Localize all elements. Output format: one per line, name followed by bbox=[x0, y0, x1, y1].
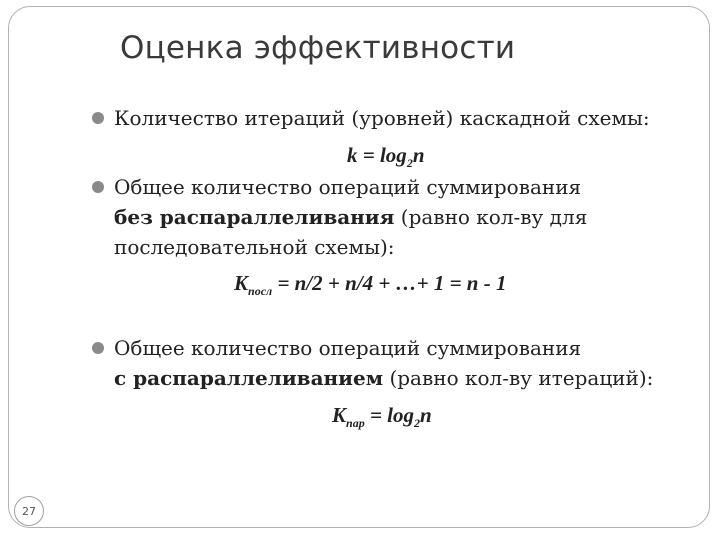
slide-title: Оценка эффективности bbox=[120, 30, 516, 66]
bullet-text: Общее количество операций суммирования без распараллеливания (равно кол-ву для последовательной схемы): bbox=[114, 175, 588, 259]
formula-levels: $k = \log_2n$ bbox=[347, 143, 425, 170]
bullet-text: Количество итераций (уровней) каскадной схемы: bbox=[114, 106, 650, 130]
formula-parallel: $K_{пар} = \log_2n$ bbox=[332, 403, 432, 430]
bullet-dot-icon bbox=[92, 112, 104, 124]
formula-sequential: $K_{посл} = n/2 + n/4$ + …+ 1 = n - 1 bbox=[234, 271, 507, 298]
slide-number: 27 bbox=[14, 496, 44, 526]
bullet-dot-icon bbox=[92, 342, 104, 354]
bullet-dot-icon bbox=[92, 181, 104, 193]
slide-frame bbox=[8, 6, 710, 528]
bullet-text: Общее количество операций суммирования с распараллеливанием (равно кол-ву итераций): bbox=[114, 336, 654, 390]
